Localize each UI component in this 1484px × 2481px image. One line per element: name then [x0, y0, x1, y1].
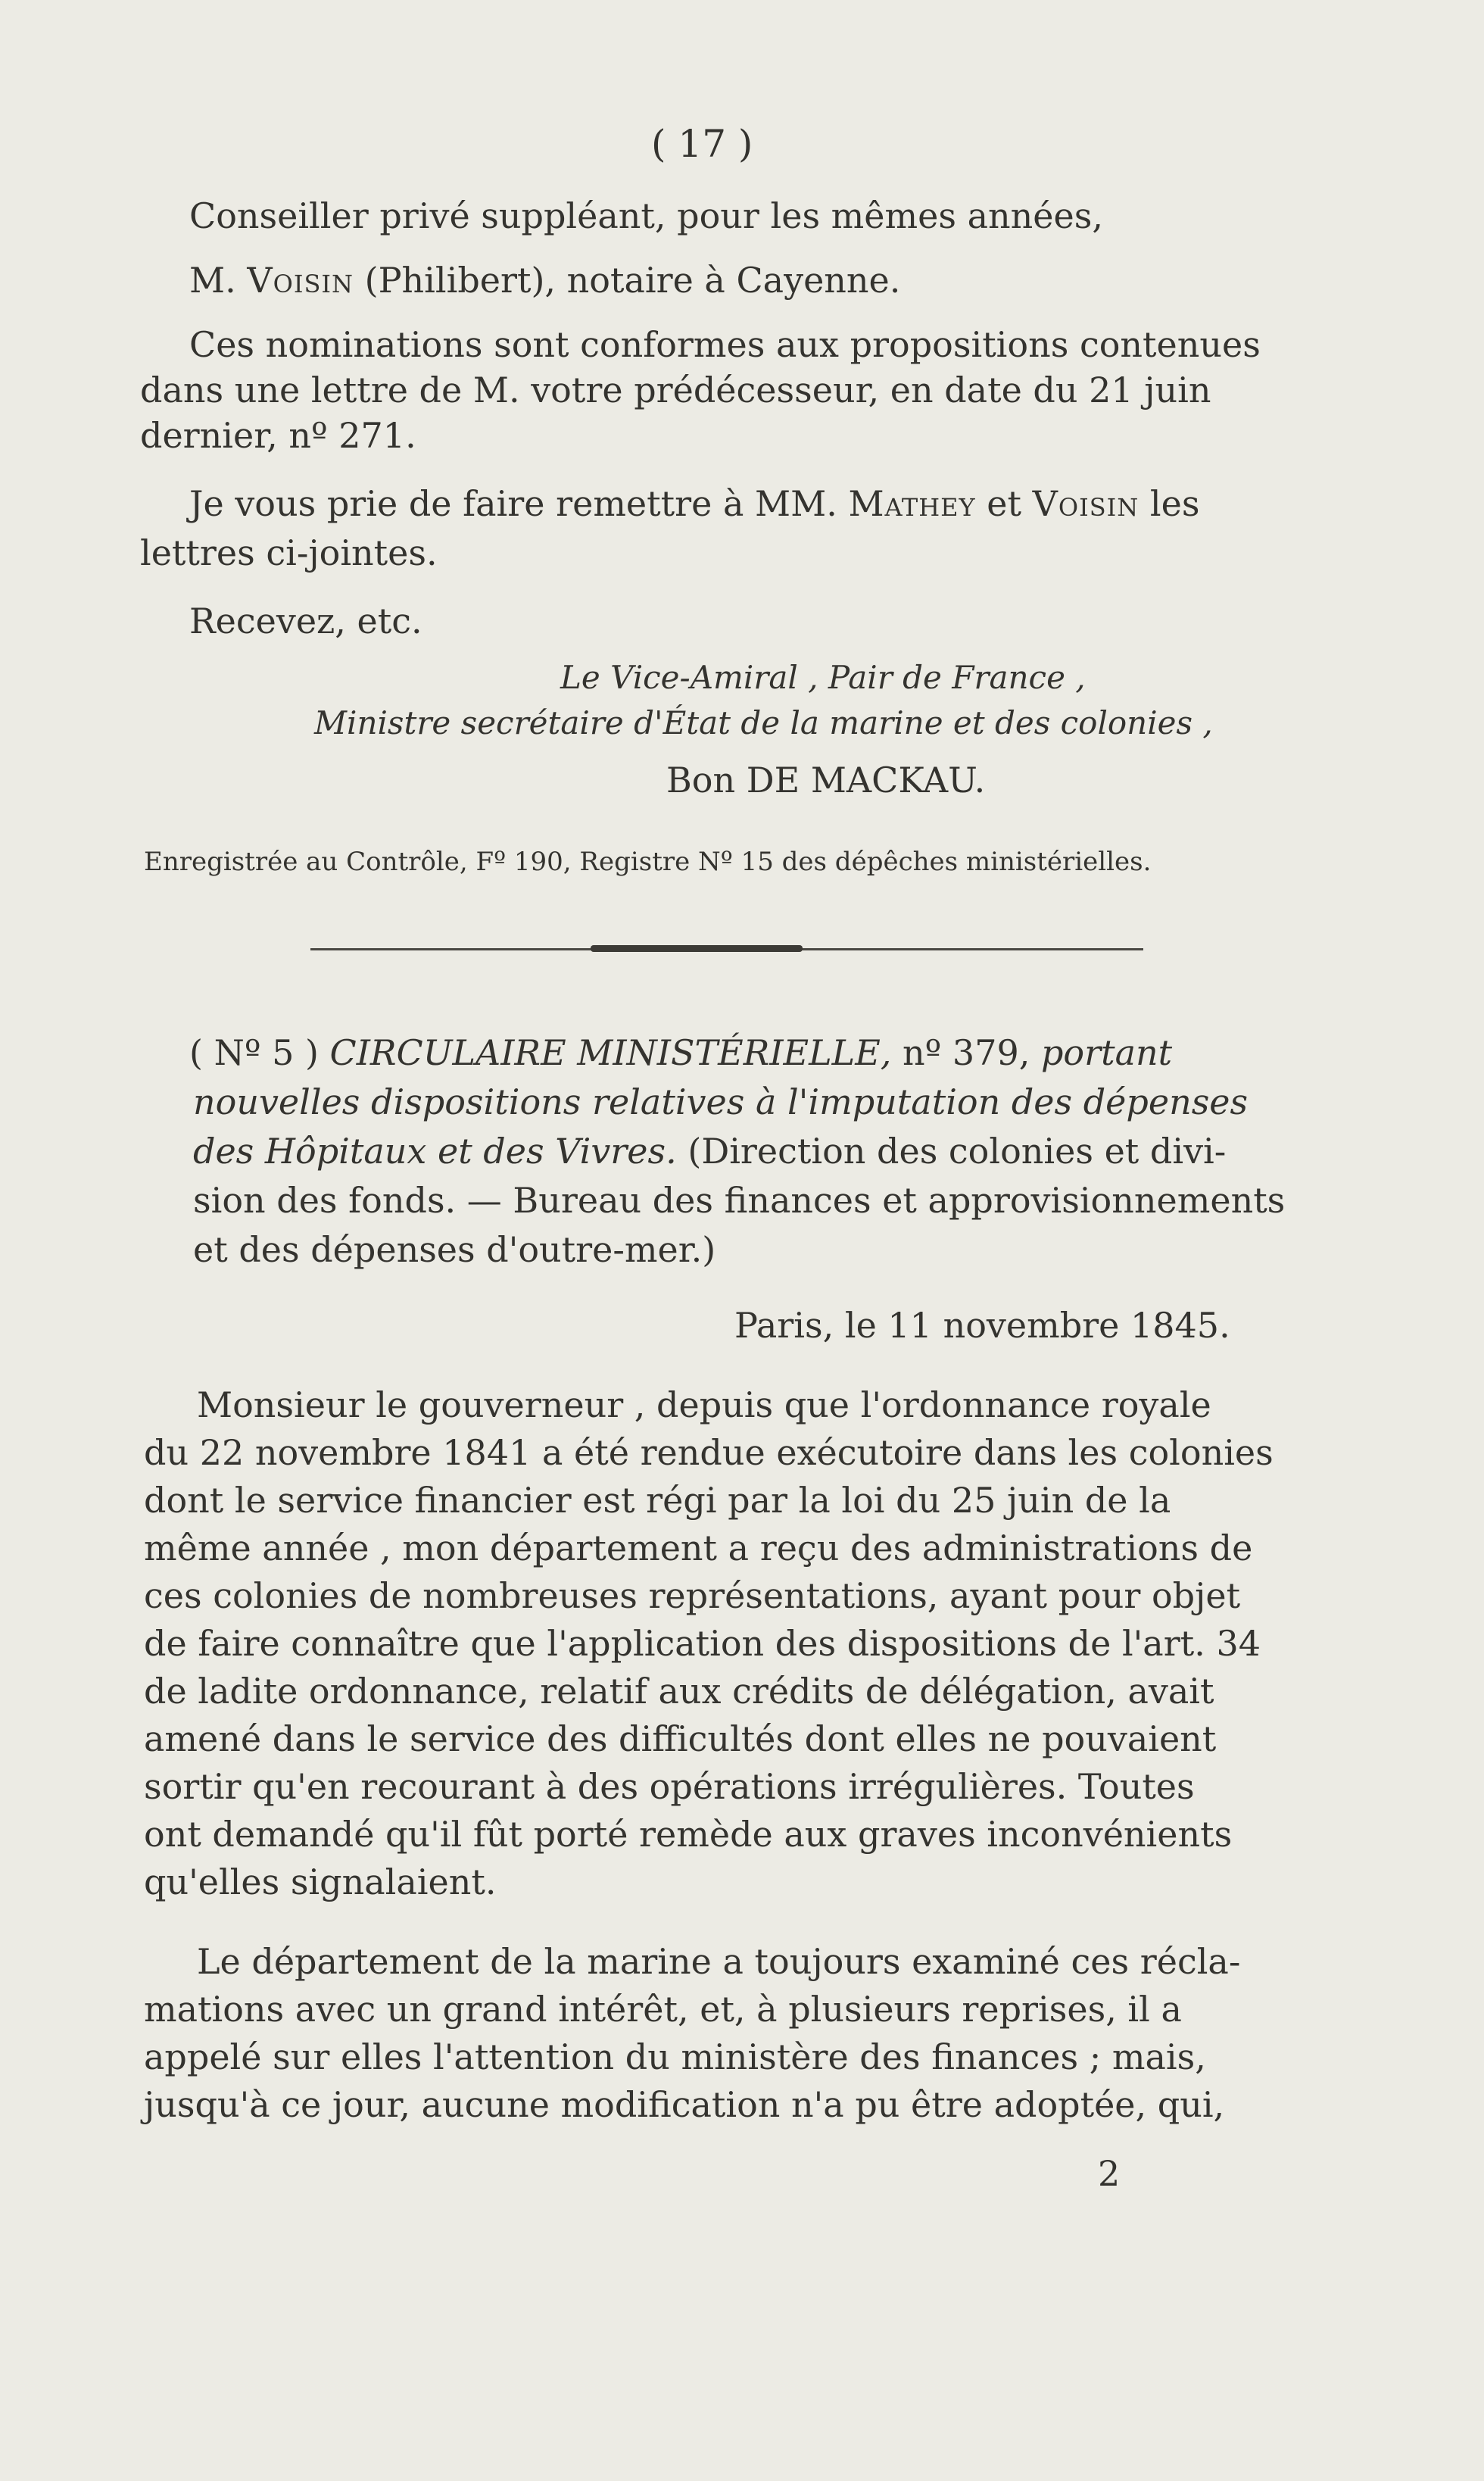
- person-name: Voisin: [247, 260, 354, 301]
- text-span: les: [1139, 483, 1200, 524]
- circular-number: ( Nº 5 ): [189, 1032, 319, 1073]
- text-line: dernier, nº 271.: [140, 415, 416, 456]
- text-span: Je vous prie de faire remettre à MM.: [189, 483, 849, 524]
- text-line: dans une lettre de M. votre prédécesseur, en date du 21 juin: [140, 370, 1211, 410]
- body-line: Le département de la marine a toujours examiné ces récla-: [197, 1941, 1241, 1982]
- text-line: [189, 481, 1199, 526]
- body-line: qu'elles signalaient.: [144, 1862, 497, 1902]
- body-line: jusqu'à ce jour, aucune modification n'a pu être adoptée, qui,: [144, 2084, 1225, 2125]
- body-line: ont demandé qu'il fût porté remède aux graves inconvénients: [144, 1814, 1233, 1855]
- circular-subject: des Hôpitaux et des Vivres.: [193, 1131, 677, 1172]
- body-line: de ladite ordonnance, relatif aux crédits de délégation, avait: [144, 1671, 1214, 1712]
- body-line: Monsieur le gouverneur , depuis que l'ordonnance royale: [197, 1384, 1211, 1425]
- person-name: Mathey: [848, 483, 976, 524]
- closing-line: Recevez, etc.: [189, 601, 422, 641]
- separator-ornament: [591, 945, 803, 952]
- circular-title-line: et des dépenses d'outre-mer.): [193, 1229, 716, 1270]
- circular-number-ref: nº 379,: [891, 1032, 1041, 1073]
- circular-title: CIRCULAIRE MINISTÉRIELLE,: [329, 1032, 892, 1073]
- circular-title-tail: portant: [1040, 1032, 1173, 1073]
- text-line: [189, 257, 900, 303]
- registration-note: Enregistrée au Contrôle, Fº 190, Registre Nº 15 des dépêches ministérielles.: [144, 847, 1152, 877]
- text-line: Ces nominations sont conformes aux propositions contenues: [189, 324, 1261, 365]
- body-line: appelé sur elles l'attention du ministère des finances ; mais,: [144, 2036, 1206, 2077]
- signature-title: Ministre secrétaire d'État de la marine et des colonies ,: [314, 704, 1213, 741]
- person-name: Voisin: [1032, 483, 1140, 524]
- signature-name: Bon DE MACKAU.: [666, 760, 986, 800]
- circular-title-line: [193, 1128, 1226, 1174]
- text-line: Conseiller privé suppléant, pour les mêmes années,: [189, 195, 1103, 236]
- signature-mark: 2: [1098, 2153, 1121, 2194]
- body-line: dont le service financier est régi par la loi du 25 juin de la: [144, 1480, 1171, 1521]
- circular-title-line: nouvelles dispositions relatives à l'imputation des dépenses: [193, 1081, 1249, 1122]
- circular-heading: [189, 1030, 1172, 1075]
- signature-title: Le Vice-Amiral , Pair de France ,: [560, 659, 1086, 696]
- circular-title-line: sion des fonds. — Bureau des finances et approvisionnements: [193, 1180, 1286, 1221]
- body-line: même année , mon département a reçu des administrations de: [144, 1528, 1253, 1568]
- text-span: (Philibert), notaire à Cayenne.: [354, 260, 901, 301]
- body-line: ces colonies de nombreuses représentations, ayant pour objet: [144, 1575, 1241, 1616]
- page-number: ( 17 ): [651, 122, 753, 166]
- text-line: lettres ci-jointes.: [140, 532, 438, 573]
- body-line: mations avec un grand intérêt, et, à plusieurs reprises, il a: [144, 1989, 1182, 2030]
- body-line: sortir qu'en recourant à des opérations irrégulières. Toutes: [144, 1766, 1195, 1807]
- text-span: M.: [189, 260, 248, 301]
- body-line: du 22 novembre 1841 a été rendue exécutoire dans les colonies: [144, 1432, 1274, 1473]
- body-line: amené dans le service des difficultés dont elles ne pouvaient: [144, 1718, 1217, 1759]
- text-span: et: [975, 483, 1033, 524]
- dateline: Paris, le 11 novembre 1845.: [734, 1305, 1230, 1346]
- body-line: de faire connaître que l'application des dispositions de l'art. 34: [144, 1623, 1261, 1664]
- circular-direction: (Direction des colonies et divi-: [676, 1131, 1227, 1172]
